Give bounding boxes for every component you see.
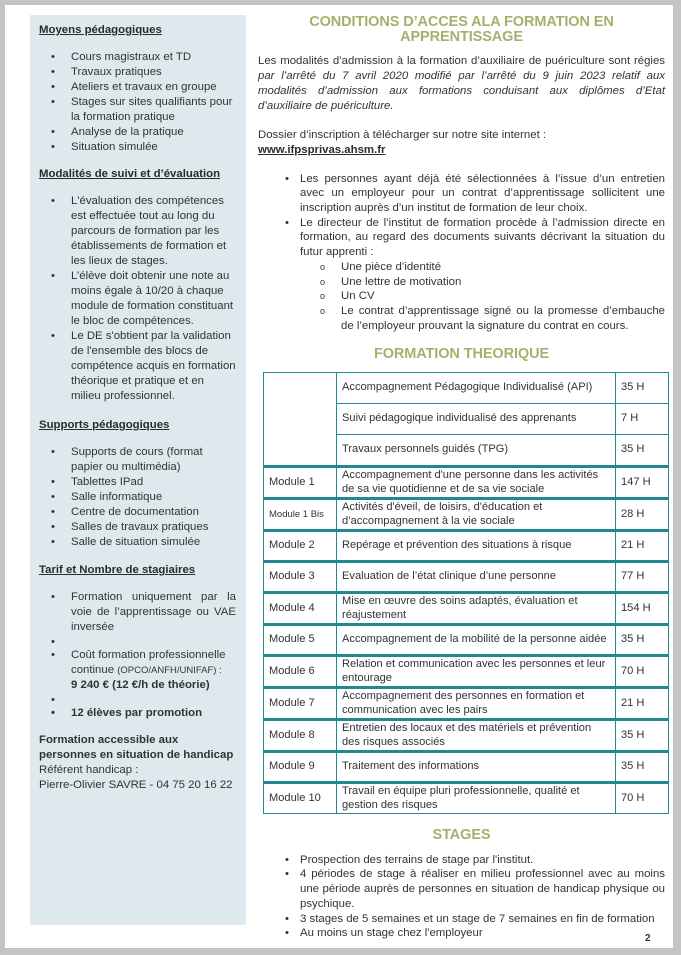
desc-cell: Entretien des locaux et des matériels et prévention des risques associés [337, 720, 616, 752]
hours-cell: 147 H [616, 467, 669, 499]
module-cell: Module 10 [264, 783, 337, 814]
cost-price: 9 240 € (12 €/h de théorie) [71, 679, 210, 691]
document-item: o Une pièce d’identité [300, 260, 665, 275]
table-row [264, 752, 669, 783]
website-link[interactable]: www.ifpsprivas.ahsm.fr [258, 143, 386, 156]
document-item: o Le contrat d’apprentissage signé ou la promesse d’embauche de l’employeur prouvant la signature du contrat en cours. [300, 304, 665, 333]
table-row [264, 720, 669, 752]
tarif-list [39, 590, 236, 721]
handicap-title: Formation accessible aux personnes en situation de handicap [39, 734, 234, 761]
hours-cell: 70 H [616, 783, 669, 814]
desc-cell: Repérage et prévention des situations à risque [337, 531, 616, 562]
table-row [264, 593, 669, 625]
desc-cell: Traitement des informations [337, 752, 616, 783]
spacer [39, 635, 236, 648]
desc-cell: Evaluation de l’état clinique d’une personne [337, 562, 616, 593]
intro-text: Les modalités d’admission à la formation d’auxiliaire de puériculture sont régies [258, 55, 665, 68]
hours-cell: 35 H [616, 435, 669, 467]
table-row [264, 531, 669, 562]
hours-cell: 77 H [616, 562, 669, 593]
table-row [264, 467, 669, 499]
hours-cell: 28 H [616, 499, 669, 531]
page-number: 2 [645, 933, 651, 944]
hours-cell: 35 H [616, 373, 669, 404]
module-cell: Module 4 [264, 593, 337, 625]
module-cell: Module 7 [264, 688, 337, 720]
list-item: • Le DE s'obtient par la validation de l'ensemble des blocs de compétence acquis en formation théorique et pratique et en milieu professionnel. [39, 329, 236, 404]
list-item: • Tablettes IPad [39, 475, 236, 490]
hours-cell: 21 H [616, 688, 669, 720]
table-row [264, 656, 669, 688]
list-item: • Formation uniquement par la voie de l’apprentissage ou VAE inversée [39, 590, 236, 635]
table-row [264, 783, 669, 814]
suivi-list [39, 194, 236, 404]
desc-cell: Mise en œuvre des soins adaptés, évaluation et réajustement [337, 593, 616, 625]
director-text: Le directeur de l’institut de formation procède à l’admission directe en formation, au regard des documents suivants décrivant la situation du futur apprenti : [300, 216, 665, 259]
modules-table [263, 372, 669, 814]
stages-title: STAGES [432, 827, 491, 844]
module-cell: Module 3 [264, 562, 337, 593]
list-item: • Stages sur sites qualifiants pour la formation pratique [39, 95, 236, 125]
list-item: • Travaux pratiques [39, 65, 236, 80]
list-item: • Au moins un stage chez l'employeur [258, 926, 665, 941]
table-row [264, 562, 669, 593]
desc-cell: Accompagnement Pédagogique Individualisé (API) [337, 373, 616, 404]
list-item: • 4 périodes de stage à réaliser en milieu professionnel avec au moins une période auprès de personnes en situation de handicap physique ou psychique. [258, 867, 665, 911]
module-cell: Module 1 Bis [264, 499, 337, 531]
dossier-label: Dossier d’inscription à télécharger sur notre site internet : [258, 129, 547, 142]
documents-list [300, 260, 665, 334]
list-item: • Ateliers et travaux en groupe [39, 80, 236, 95]
list-item: • Les personnes ayant déjà été sélectionnées à l’issue d’un entretien avec un employeur pour un contrat d’apprentissage sollicitent une inscription auprès d’un institut de formation de leur choix. [258, 172, 665, 216]
module-cell: Module 1 [264, 467, 337, 499]
conditions-list [258, 172, 665, 334]
module-cell: Module 5 [264, 625, 337, 656]
document-item: o Un CV [300, 289, 665, 304]
module-cell: Module 6 [264, 656, 337, 688]
table-row [264, 688, 669, 720]
list-item-cost [39, 648, 236, 693]
hours-cell: 70 H [616, 656, 669, 688]
table-row [264, 373, 669, 404]
desc-cell: Travail en équipe pluri professionnelle, qualité et gestion des risques [337, 783, 616, 814]
moyens-heading: Moyens pédagogiques [39, 24, 162, 36]
document-item: o Une lettre de motivation [300, 275, 665, 290]
desc-cell: Suivi pédagogique individualisé des apprenants [337, 404, 616, 435]
stages-list [258, 853, 665, 941]
cost-label: Coût formation professionnelle continue [71, 649, 226, 676]
list-item: • Analyse de la pratique [39, 125, 236, 140]
tarif-heading: Tarif et Nombre de stagiaires [39, 564, 196, 576]
list-item-director [258, 216, 665, 334]
handicap-referent-label: Référent handicap : [39, 764, 139, 776]
list-item: • Centre de documentation [39, 505, 236, 520]
module-cell: Module 9 [264, 752, 337, 783]
list-item: • 3 stages de 5 semaines et un stage de 7 semaines en fin de formation [258, 912, 665, 927]
table-row [264, 625, 669, 656]
list-item: • Salle de situation simulée [39, 535, 236, 550]
main-content [258, 15, 665, 955]
module-cell: Module 8 [264, 720, 337, 752]
desc-cell: Accompagnement des personnes en formation et communication avec les pairs [337, 688, 616, 720]
empty-cell [264, 373, 337, 467]
list-item: • Salle informatique [39, 490, 236, 505]
list-item: • L’élève doit obtenir une note au moins égale à 10/20 à chaque module de formation constituant le bloc de compétences. [39, 269, 236, 329]
moyens-list [39, 50, 236, 155]
desc-cell: Accompagnement de la mobilité de la personne aidée [337, 625, 616, 656]
document-page [5, 5, 673, 948]
supports-heading: Supports pédagogiques [39, 419, 170, 431]
list-item: • Prospection des terrains de stage par l'institut. [258, 853, 665, 868]
handicap-block [39, 733, 236, 793]
desc-cell: Activités d'éveil, de loisirs, d'éducation et d’accompagnement à la vie sociale [337, 499, 616, 531]
desc-cell: Travaux personnels guidés (TPG) [337, 435, 616, 467]
list-item: • Supports de cours (format papier ou multimédia) [39, 445, 236, 475]
suivi-heading: Modalités de suivi et d’évaluation [39, 168, 221, 180]
list-item: • 12 élèves par promotion [39, 706, 236, 721]
list-item: • Cours magistraux et TD [39, 50, 236, 65]
module-cell: Module 2 [264, 531, 337, 562]
cost-funders: (OPCO/ANFH/UNIFAF) : [117, 665, 222, 676]
handicap-referent: Pierre-Olivier SAVRE - 04 75 20 16 22 [39, 779, 233, 791]
conditions-intro [258, 54, 665, 113]
desc-cell: Accompagnement d'une personne dans les activités de sa vie quotidienne et de sa vie sociale [337, 467, 616, 499]
list-item: • Salles de travaux pratiques [39, 520, 236, 535]
sidebar-panel [30, 15, 246, 925]
hours-cell: 7 H [616, 404, 669, 435]
conditions-title: CONDITIONS D’ACCES ALA FORMATION EN APPRENTISSAGE [309, 14, 614, 45]
desc-cell: Relation et communication avec les personnes et leur entourage [337, 656, 616, 688]
hours-cell: 21 H [616, 531, 669, 562]
hours-cell: 35 H [616, 625, 669, 656]
hours-cell: 154 H [616, 593, 669, 625]
table-row [264, 499, 669, 531]
list-item: • Situation simulée [39, 140, 236, 155]
theorique-title: FORMATION THEORIQUE [373, 346, 550, 363]
spacer [39, 693, 236, 706]
list-item: • L'évaluation des compétences est effectuée tout au long du parcours de formation par les établissements de formation et les lieux de stages. [39, 194, 236, 269]
hours-cell: 35 H [616, 720, 669, 752]
supports-list [39, 445, 236, 550]
intro-legal-reference: par l’arrêté du 7 avril 2020 modifié par l’arrêté du 9 juin 2023 relatif aux modalités d’admission aux formations conduisant aux diplômes d’Etat d’auxiliaire de puériculture. [258, 70, 665, 112]
hours-cell: 35 H [616, 752, 669, 783]
